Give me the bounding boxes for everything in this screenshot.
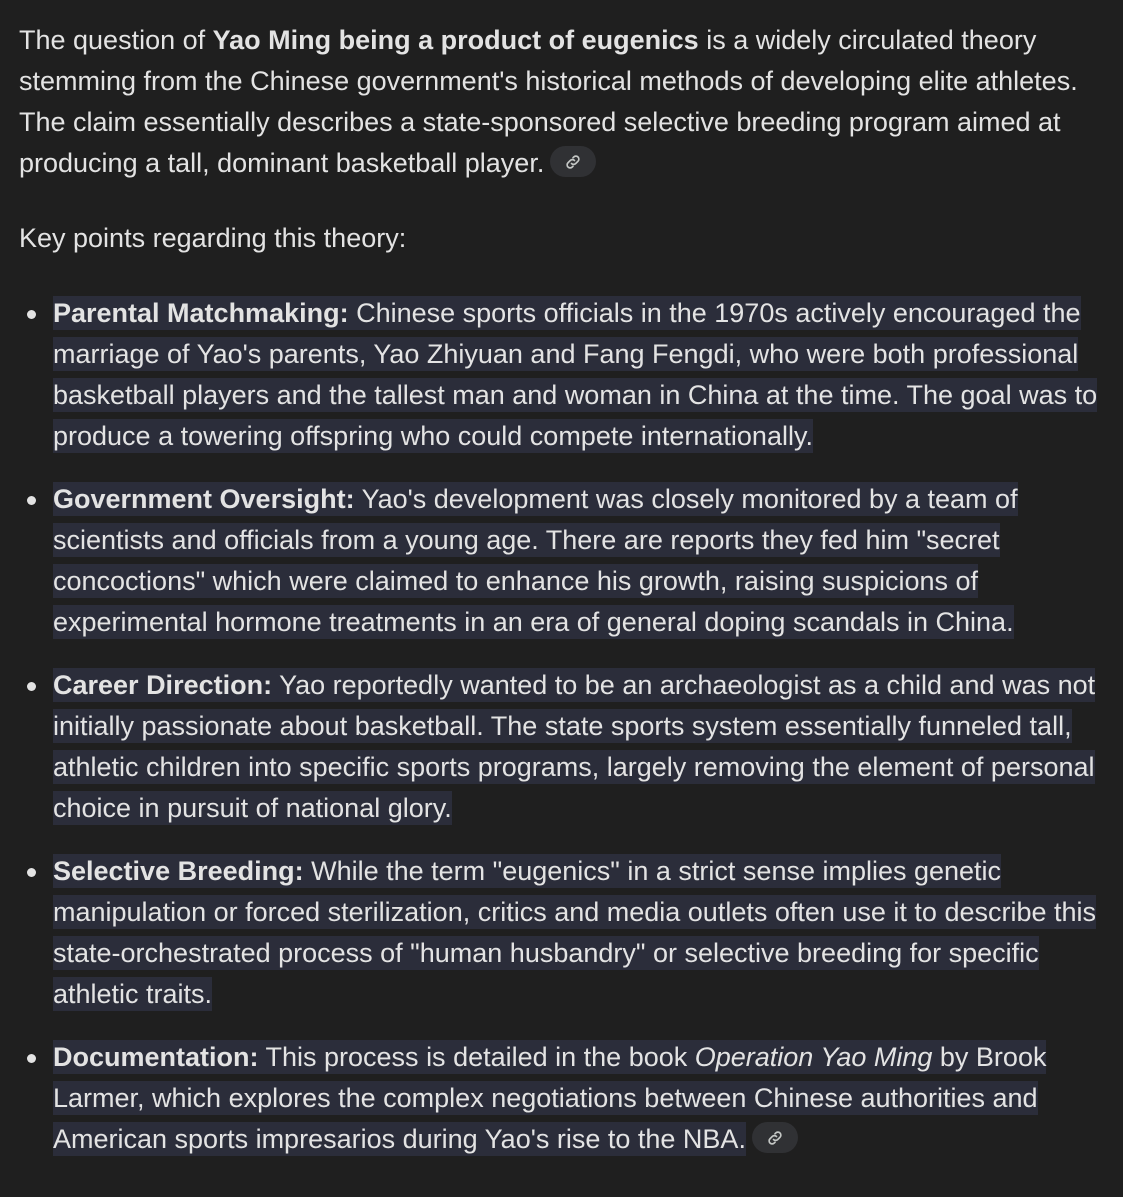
point-text: While the term "eugenics" in a strict sense implies genetic manipulation or forced sterilization, critics and media outlets often use it to describe this state-orchestrated process of "human husbandry" or selective breeding for specific athletic traits.	[53, 856, 1097, 1009]
highlighted-text	[53, 854, 1096, 1011]
intro-text-before: The question of	[19, 25, 213, 55]
source-link-button[interactable]	[752, 1122, 798, 1153]
bullet-icon	[27, 868, 36, 877]
link-icon	[766, 1129, 784, 1147]
key-points-list	[19, 293, 1104, 1160]
point-text-before: This process is detailed in the book	[258, 1042, 695, 1072]
list-item	[19, 1037, 1104, 1160]
link-icon	[564, 153, 582, 171]
key-points-heading: Key points regarding this theory:	[19, 223, 407, 253]
book-title: Operation Yao Ming	[694, 1042, 933, 1072]
point-text: Yao reportedly wanted to be an archaeologist as a child and was not initially passionate about basketball. The state sports system essentially funneled tall, athletic children into specific sports programs, largely removing the element of personal choice in pursuit of national glory.	[53, 670, 1096, 823]
point-title: Government Oversight:	[53, 484, 355, 514]
bullet-icon	[27, 496, 36, 505]
bullet-icon	[27, 310, 36, 319]
intro-bold-phrase: Yao Ming being a product of eugenics	[212, 25, 699, 55]
source-link-button[interactable]	[550, 146, 596, 177]
highlighted-text	[53, 668, 1095, 825]
highlighted-text	[53, 296, 1097, 453]
list-item	[19, 479, 1104, 643]
bullet-icon	[27, 1054, 36, 1063]
point-title: Career Direction:	[53, 670, 273, 700]
bullet-icon	[27, 682, 36, 691]
point-title: Documentation:	[53, 1042, 259, 1072]
intro-paragraph	[19, 20, 1104, 184]
response-body	[19, 20, 1104, 1182]
point-text: Yao's development was closely monitored by a team of scientists and officials from a young age. There are reports they fed him "secret concoctions" which were claimed to enhance his growth, raising suspicions of experimental hormone treatments in an era of general doping scandals in China.	[53, 484, 1018, 637]
highlighted-text	[53, 1040, 1046, 1156]
point-text: Chinese sports officials in the 1970s actively encouraged the marriage of Yao's parents, Yao Zhiyuan and Fang Fengdi, who were both professional basketball players and the tallest man and woman in China at the time. The goal was to produce a towering offspring who could compete internationally.	[53, 298, 1098, 451]
intro-text-after: is a widely circulated theory stemming from the Chinese government's historical methods of developing elite athletes. The claim essentially describes a state-sponsored selective breeding program aimed at producing a tall, dominant basketball player.	[19, 25, 1078, 178]
list-item	[19, 293, 1104, 457]
point-title: Parental Matchmaking:	[53, 298, 349, 328]
list-item	[19, 665, 1104, 829]
point-title: Selective Breeding:	[53, 856, 304, 886]
list-item	[19, 851, 1104, 1015]
point-text-after: by Brook Larmer, which explores the complex negotiations between Chinese authorities and American sports impresarios during Yao's rise to the NBA.	[53, 1042, 1047, 1154]
highlighted-text	[53, 482, 1018, 639]
